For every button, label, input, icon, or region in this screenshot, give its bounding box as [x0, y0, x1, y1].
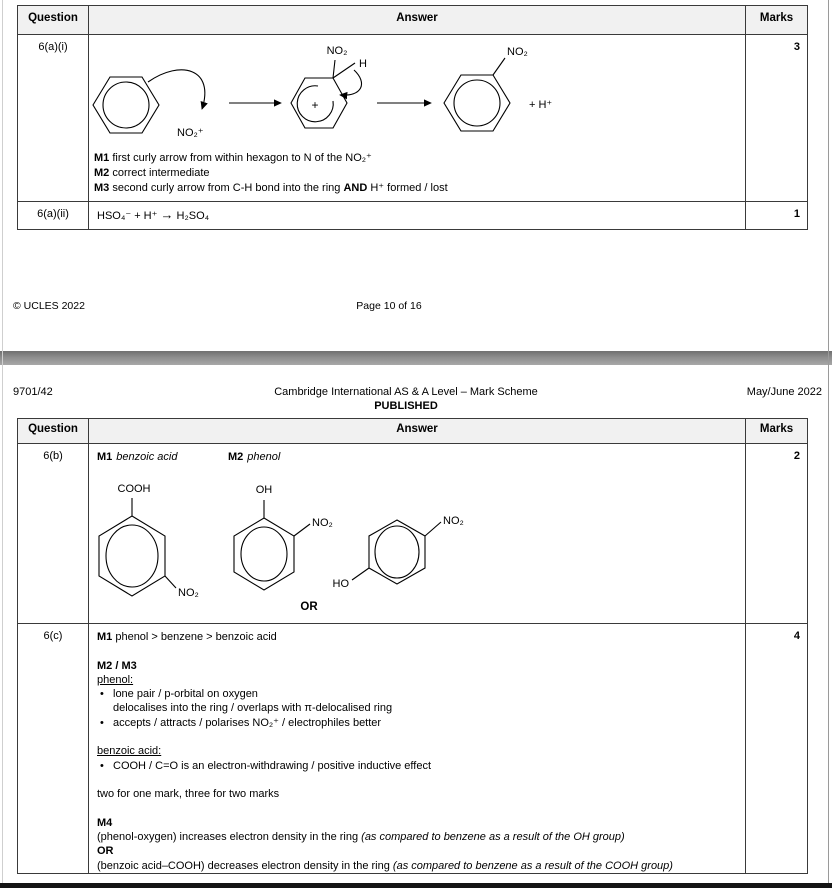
m1-label: M1: [94, 152, 110, 164]
page-divider: [0, 351, 832, 365]
formula-right: H₂SO₄: [173, 210, 210, 222]
phenol-circle: [241, 527, 287, 581]
no2-bond: [333, 60, 335, 78]
exam-session: May/June 2022: [746, 386, 822, 398]
col-header-question: Question: [28, 12, 78, 24]
row-6c: [18, 623, 807, 873]
phenol-ring: [234, 518, 294, 590]
marks-cell: 1: [745, 202, 807, 229]
equation-line: [89, 202, 745, 222]
no2-label-2: NO₂: [312, 517, 333, 529]
m1-label: M1: [97, 631, 113, 643]
marks-cell: 4: [745, 624, 807, 873]
col-header-answer: Answer: [88, 419, 745, 443]
m1-text: phenol > benzene > benzoic acid: [112, 631, 277, 643]
col-header-question: Question: [28, 423, 78, 435]
question-cell: 6(a)(i): [38, 41, 68, 53]
m3-label: M3: [94, 182, 110, 194]
m4a-text: (phenol-oxygen) increases electron density in the ring: [97, 831, 362, 844]
mark-scheme-table-page11: [17, 418, 808, 874]
m2-m3-label: M2 / M3: [97, 659, 137, 672]
marks-cell: 2: [745, 444, 807, 623]
m4-label: M4: [97, 816, 113, 829]
ho-bond: [352, 568, 369, 580]
row-6ai: [18, 34, 807, 201]
no2-plus-label: NO₂⁺: [177, 127, 204, 139]
answer-cell: [88, 444, 745, 623]
product-no2-label: NO₂: [507, 46, 528, 58]
m2-label: M2: [228, 451, 244, 463]
table-header-row: [18, 419, 807, 443]
no2-label-3: NO₂: [443, 515, 464, 527]
formula-left: HSO₄⁻ + H⁺: [97, 210, 161, 222]
or-label: OR: [300, 601, 318, 613]
m2-group: [228, 451, 280, 463]
m3-and: AND: [343, 182, 368, 194]
bullet-glyph: •: [100, 688, 104, 701]
oh-label: OH: [255, 484, 273, 496]
bullet-2-text: accepts / attracts / polarises NO₂⁺ / electrophiles better: [113, 716, 382, 729]
m4-option-b: [97, 859, 737, 873]
benzene-circle: [103, 82, 149, 128]
blank-line: [97, 802, 737, 816]
question-cell: 6(b): [43, 450, 63, 462]
no2-label-1: NO₂: [178, 587, 199, 599]
table-header-row: [18, 6, 807, 34]
paper-code: 9701/42: [13, 386, 53, 398]
marks-cell: 3: [745, 35, 807, 201]
m4b-text: (benzoic acid–COOH) decreases electron density in the ring: [97, 859, 393, 872]
blank-line: [97, 773, 737, 787]
benzoic-heading-line: [97, 744, 737, 758]
reaction-arrow-glyph: →: [160, 207, 174, 222]
m1-m2-line: [89, 444, 745, 463]
marking-points: [89, 151, 745, 196]
curly-arrow-1: [148, 70, 205, 109]
m4b-italic: (as compared to benzene as a result of the COOH group): [392, 859, 673, 872]
question-cell: 6(a)(ii): [37, 208, 69, 220]
plus-charge-label: +: [311, 98, 319, 112]
row-6b: [18, 443, 807, 623]
page-right-edge: [828, 0, 829, 883]
m3-line: [94, 181, 745, 196]
bullet-1-text: lone pair / p-orbital on oxygen: [113, 688, 258, 701]
para-nitrophenol-ring: [369, 520, 425, 584]
m1-compound: benzoic acid: [116, 451, 178, 463]
bullet-glyph: •: [100, 716, 104, 729]
plus-h-label: + H⁺: [529, 99, 553, 111]
no2-label: NO₂: [326, 45, 348, 57]
no2-bond-1: [165, 576, 176, 588]
col-header-marks: Marks: [745, 419, 807, 443]
bullet-line-2: [97, 716, 737, 730]
ho-label: HO: [332, 578, 349, 590]
m2-compound: phenol: [247, 451, 281, 463]
page-left-edge: [2, 0, 3, 883]
nitration-mechanism-diagram: [91, 39, 731, 151]
m1-text: first curly arrow from within hexagon to N of the NO₂⁺: [109, 152, 372, 164]
m1-line: [94, 151, 745, 166]
blank-line: [97, 644, 737, 658]
phenol-heading-line: [97, 673, 737, 687]
product-no2-bond: [493, 58, 505, 75]
nitro-compound-structures-diagram: [90, 474, 570, 614]
col-header-marks: Marks: [745, 6, 807, 34]
bullet-line-3: [97, 759, 737, 773]
benzoic-heading: benzoic acid:: [97, 745, 162, 758]
h-label: H: [359, 58, 367, 70]
or-label: OR: [97, 845, 114, 858]
curly-arrow-2: [340, 70, 362, 95]
marking-note: two for one mark, three for two marks: [97, 788, 280, 801]
m2-line: [94, 166, 745, 181]
answer-cell: [88, 624, 745, 873]
benzoic-acid-circle: [106, 525, 158, 587]
bullet-1-continuation: delocalises into the ring / overlaps with π-delocalised ring: [113, 702, 393, 715]
m4-option-a: [97, 830, 737, 844]
no2-bond-3: [425, 522, 441, 536]
benzoic-acid-ring: [99, 516, 165, 596]
mark-scheme-table-page10: [17, 5, 808, 230]
m2-text: correct intermediate: [109, 167, 210, 179]
published-label: PUBLISHED: [374, 400, 438, 412]
row-6aii: [18, 201, 807, 229]
bullet-line-1: [97, 687, 737, 701]
page-number: Page 10 of 16: [356, 300, 422, 312]
answer-cell: [88, 202, 745, 229]
col-header-answer: Answer: [88, 6, 745, 34]
product-circle: [454, 80, 500, 126]
bullet-glyph: •: [100, 759, 104, 772]
m3-text-b: H⁺ formed / lost: [367, 182, 448, 194]
no2-bond-2: [294, 524, 310, 536]
m2-label: M2: [94, 167, 110, 179]
bottom-bar: [0, 883, 832, 888]
bullet-3-text: COOH / C=O is an electron-withdrawing / positive inductive effect: [113, 759, 432, 772]
m4a-italic: (as compared to benzene as a result of the OH group): [361, 831, 625, 844]
document-title: Cambridge International AS & A Level – Mark Scheme: [274, 386, 538, 398]
cooh-label: COOH: [117, 483, 151, 495]
m3-text-a: second curly arrow from C-H bond into the ring: [109, 182, 344, 194]
para-nitrophenol-circle: [375, 526, 419, 578]
blank-line: [97, 730, 737, 744]
question-cell: 6(c): [43, 630, 63, 642]
h-bond: [333, 63, 355, 78]
phenol-heading: phenol:: [97, 673, 134, 686]
m1-group: [97, 451, 228, 463]
m1-line: [97, 630, 737, 644]
copyright-notice: © UCLES 2022: [13, 300, 85, 312]
intermediate-ring: [291, 78, 347, 128]
m1-label: M1: [97, 451, 113, 463]
answer-cell: [88, 35, 745, 201]
